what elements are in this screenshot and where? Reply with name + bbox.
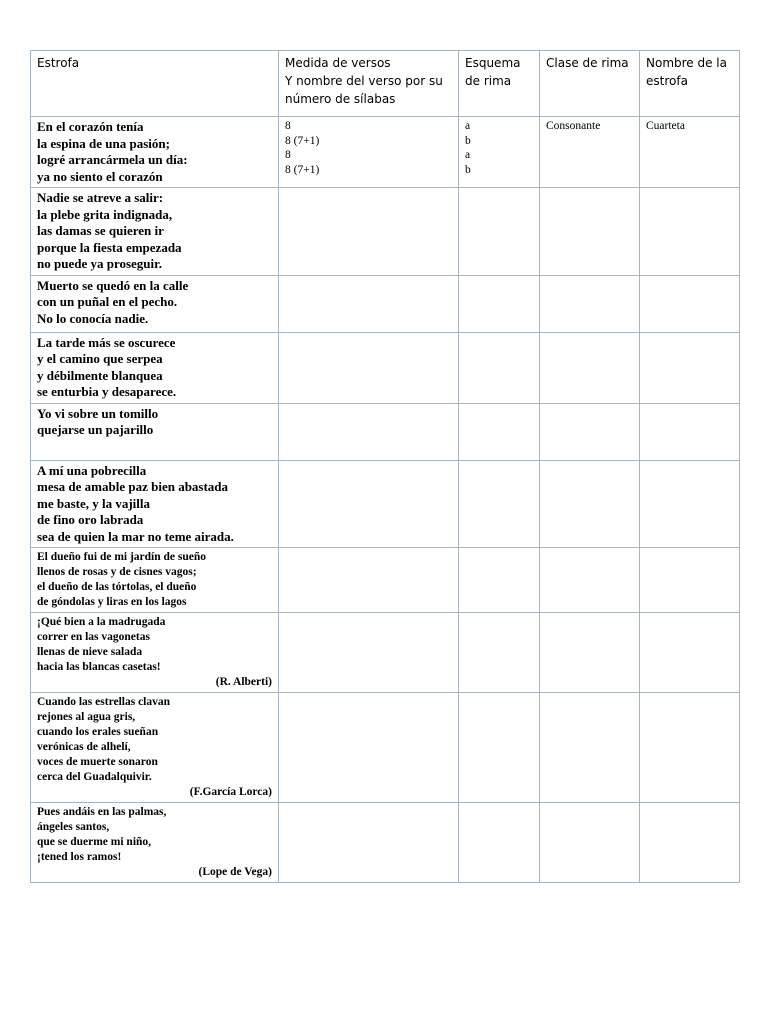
verse-line: No lo conocía nadie. <box>37 310 149 326</box>
verse-line: el dueño de las tórtolas, el dueño <box>37 581 197 593</box>
rhyme-class-cell[interactable] <box>540 275 640 332</box>
verse-line: ángeles santos, <box>37 821 110 833</box>
verse-line: de fino oro labrada <box>37 512 144 527</box>
verse-line: El dueño fui de mi jardín de sueño <box>37 551 207 563</box>
rhyme-class-cell[interactable] <box>540 403 640 460</box>
header-nombre <box>640 51 740 117</box>
strophe-text-cell <box>31 188 279 276</box>
verse-line: que se duerme mi niño, <box>37 836 152 848</box>
table-header-row <box>31 51 740 117</box>
strophe-analysis-table <box>30 50 740 883</box>
header-medida-line: Medida de versos <box>285 56 391 70</box>
verse-line: Yo vi sobre un tomillo <box>37 405 159 421</box>
verse-line: correr en las vagonetas <box>37 631 150 643</box>
table-row <box>31 332 740 403</box>
verse-measure-cell[interactable] <box>279 332 459 403</box>
measure-value: 8 <box>285 120 291 132</box>
verse-line: voces de muerte sonaron <box>37 756 158 768</box>
verse-measure-cell[interactable] <box>279 693 459 803</box>
verse-line: se enturbia y desaparece. <box>37 384 177 399</box>
rhyme-scheme-cell[interactable] <box>459 803 540 883</box>
verse-line: las damas se quieren ir <box>37 223 164 238</box>
strophe-name-cell[interactable] <box>640 117 740 188</box>
verse-measure-cell[interactable] <box>279 613 459 693</box>
rhyme-class-cell[interactable] <box>540 803 640 883</box>
strophe-name-cell[interactable] <box>640 548 740 613</box>
header-medida-line: Y nombre del verso por su <box>285 74 443 88</box>
verse-line: quejarse un pajarillo <box>37 422 154 437</box>
verse-line: cerca del Guadalquivir. <box>37 771 152 783</box>
rhyme-scheme-cell[interactable] <box>459 403 540 460</box>
table-body <box>31 117 740 883</box>
strophe-text-cell <box>31 548 279 613</box>
verse-line: la plebe grita indignada, <box>37 206 173 222</box>
header-esquema <box>459 51 540 117</box>
strophe-text-cell <box>31 403 279 460</box>
verse-line: llenos de rosas y de cisnes vagos; <box>37 566 197 578</box>
strophe-text-cell <box>31 332 279 403</box>
verse-line: porque la fiesta empezada <box>37 239 182 255</box>
header-esquema-line: de rima <box>465 74 512 88</box>
verse-measure-cell[interactable] <box>279 188 459 276</box>
measure-value: 8 (7+1) <box>285 134 320 147</box>
rhyme-letter: b <box>465 163 471 176</box>
verse-line: Pues andáis en las palmas, <box>37 806 167 818</box>
verse-measure-cell[interactable] <box>279 803 459 883</box>
header-nombre-line: Nombre de la <box>646 56 727 70</box>
table-row <box>31 460 740 548</box>
verse-line: ¡Qué bien a la madrugada <box>37 616 166 628</box>
strophe-name-cell[interactable] <box>640 275 740 332</box>
header-esquema-line: Esquema <box>465 56 521 70</box>
strophe-name-cell[interactable] <box>640 188 740 276</box>
strophe-text-cell <box>31 460 279 548</box>
table-row <box>31 403 740 460</box>
verse-line: la espina de una pasión; <box>37 135 170 151</box>
header-clase <box>540 51 640 117</box>
rhyme-class-cell[interactable] <box>540 332 640 403</box>
rhyme-scheme-cell[interactable] <box>459 613 540 693</box>
rhyme-scheme-cell[interactable] <box>459 275 540 332</box>
verse-line: En el corazón tenía <box>37 119 144 134</box>
verse-line: La tarde más se oscurece <box>37 334 176 350</box>
strophe-name-cell[interactable] <box>640 460 740 548</box>
verse-measure-cell[interactable] <box>279 548 459 613</box>
rhyme-class-cell[interactable] <box>540 188 640 276</box>
header-nombre-line: estrofa <box>646 74 688 88</box>
verse-measure-cell[interactable] <box>279 275 459 332</box>
header-medida-line: número de sílabas <box>285 92 396 106</box>
strophe-name-cell[interactable] <box>640 613 740 693</box>
verse-line: Cuando las estrellas clavan <box>37 696 171 708</box>
strophe-text-cell <box>31 613 279 693</box>
strophe-text-cell <box>31 693 279 803</box>
verse-measure-cell[interactable] <box>279 460 459 548</box>
author-attribution: (R. Alberti) <box>215 676 272 688</box>
header-estrofa <box>31 51 279 117</box>
verse-line: hacia las blancas casetas! <box>37 661 161 673</box>
table-row <box>31 188 740 276</box>
rhyme-letter: a <box>465 120 471 132</box>
rhyme-class-cell[interactable] <box>540 613 640 693</box>
verse-line: me baste, y la vajilla <box>37 495 151 511</box>
verse-line: Nadie se atreve a salir: <box>37 190 164 205</box>
verse-line: y débilmente blanquea <box>37 367 163 383</box>
strophe-text-cell <box>31 803 279 883</box>
table-row <box>31 613 740 693</box>
verse-line: llenas de nieve salada <box>37 646 143 658</box>
verse-line: ya no siento el corazón <box>37 168 163 184</box>
verse-line: cuando los erales sueñan <box>37 726 159 738</box>
header-clase-line: Clase de rima <box>546 56 629 70</box>
verse-measure-cell[interactable] <box>279 117 459 188</box>
verse-line: de góndolas y liras en los lagos <box>37 596 187 608</box>
table-row <box>31 693 740 803</box>
rhyme-class-cell[interactable] <box>540 117 640 188</box>
rhyme-scheme-cell[interactable] <box>459 332 540 403</box>
verse-line: con un puñal en el pecho. <box>37 294 178 309</box>
rhyme-scheme-cell[interactable] <box>459 117 540 188</box>
verse-line: sea de quien la mar no teme airada. <box>37 528 234 544</box>
table-row <box>31 803 740 883</box>
rhyme-scheme-cell[interactable] <box>459 693 540 803</box>
strophe-name-cell[interactable] <box>640 332 740 403</box>
strophe-name-value: Cuarteta <box>646 120 685 132</box>
header-estrofa-line: Estrofa <box>37 56 80 70</box>
table-row <box>31 117 740 188</box>
verse-line: y el camino que serpea <box>37 351 163 366</box>
measure-value: 8 <box>285 149 291 161</box>
verse-line: ¡tened los ramos! <box>37 851 122 863</box>
author-attribution: (Lope de Vega) <box>198 866 272 878</box>
strophe-name-cell[interactable] <box>640 803 740 883</box>
verse-measure-cell[interactable] <box>279 403 459 460</box>
rhyme-scheme-cell[interactable] <box>459 460 540 548</box>
verse-line: verónicas de alhelí, <box>37 741 131 753</box>
rhyme-letter: a <box>465 149 471 161</box>
strophe-text-cell <box>31 117 279 188</box>
rhyme-class-cell[interactable] <box>540 548 640 613</box>
strophe-name-cell[interactable] <box>640 403 740 460</box>
table-row <box>31 548 740 613</box>
verse-line: mesa de amable paz bien abastada <box>37 479 229 494</box>
verse-line: logré arrancármela un día: <box>37 152 188 167</box>
header-medida <box>279 51 459 117</box>
verse-line: Muerto se quedó en la calle <box>37 277 189 293</box>
measure-value: 8 (7+1) <box>285 163 320 176</box>
verse-line: no puede ya proseguir. <box>37 256 162 271</box>
rhyme-letter: b <box>465 134 471 147</box>
rhyme-scheme-cell[interactable] <box>459 548 540 613</box>
rhyme-class-cell[interactable] <box>540 460 640 548</box>
author-attribution: (F.García Lorca) <box>189 786 272 798</box>
table-row <box>31 275 740 332</box>
rhyme-class-cell[interactable] <box>540 693 640 803</box>
rhyme-class-value: Consonante <box>546 120 601 132</box>
strophe-text-cell <box>31 275 279 332</box>
rhyme-scheme-cell[interactable] <box>459 188 540 276</box>
verse-line: A mí una pobrecilla <box>37 462 147 478</box>
verse-line: rejones al agua gris, <box>37 711 136 723</box>
strophe-name-cell[interactable] <box>640 693 740 803</box>
